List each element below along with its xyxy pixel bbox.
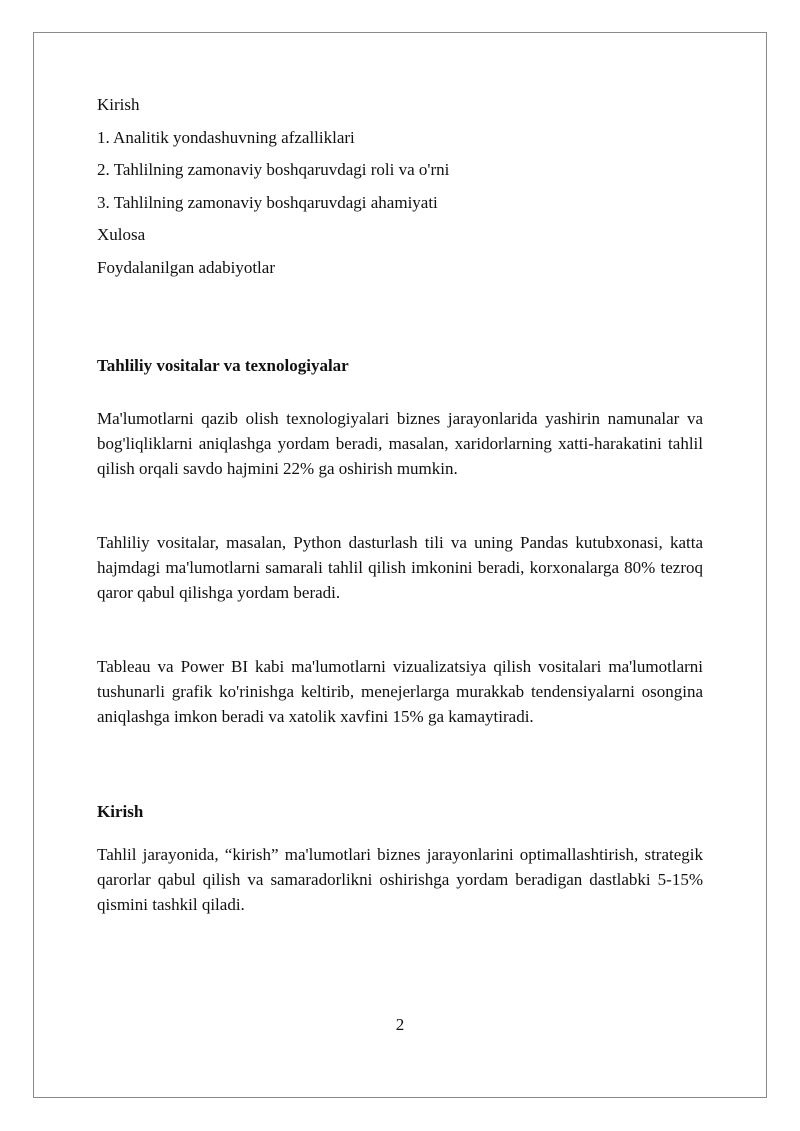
table-of-contents: [97, 94, 703, 289]
toc-item-introduction: Kirish: [97, 95, 140, 114]
page-number: 2: [395, 1015, 405, 1034]
toc-item-conclusion: Xulosa: [97, 225, 146, 244]
toc-item-3: 3. Tahlilning zamonaviy boshqaruvdagi ahamiyati: [97, 192, 438, 212]
paragraph-visualization-tools: Tableau va Power BI kabi ma'lumotlarni vizualizatsiya qilish vositalari ma'lumotlarni tushunarli grafik ko'rinishga keltirib, menejerlarga murakkab tendensiyalarni osongina aniqlashga imkon beradi va xatolik xavfini 15% ga kamaytiradi.: [97, 657, 703, 726]
section-heading-introduction: Kirish: [97, 802, 144, 821]
paragraph-introduction: Tahlil jarayonida, “kirish” ma'lumotlari biznes jarayonlarini optimallashtirish, strategik qarorlar qabul qilish va samaradorlikni oshirishga yordam beradigan dastlabki 5-15% qismini tashkil qiladi.: [97, 845, 703, 914]
paragraph-data-mining: Ma'lumotlarni qazib olish texnologiyalari biznes jarayonlarida yashirin namunalar va bog'liqliklarni aniqlashga yordam beradi, masalan, xaridorlarning xatti-harakatini tahlil qilish orqali savdo hajmini 22% ga oshirish mumkin.: [97, 409, 703, 478]
paragraph-python-pandas: Tahliliy vositalar, masalan, Python dasturlash tili va uning Pandas kutubxonasi, katta hajmdagi ma'lumotlarni samarali tahlil qilish imkonini beradi, korxonalarga 80% tezroq qaror qabul qilishga yordam beradi.: [97, 533, 703, 602]
section-heading-tools: Tahliliy vositalar va texnologiyalar: [97, 356, 349, 375]
toc-item-1: 1. Analitik yondashuvning afzalliklari: [97, 127, 355, 147]
toc-item-references: Foydalanilgan adabiyotlar: [97, 257, 275, 277]
toc-item-2: 2. Tahlilning zamonaviy boshqaruvdagi roli va o'rni: [97, 160, 450, 179]
